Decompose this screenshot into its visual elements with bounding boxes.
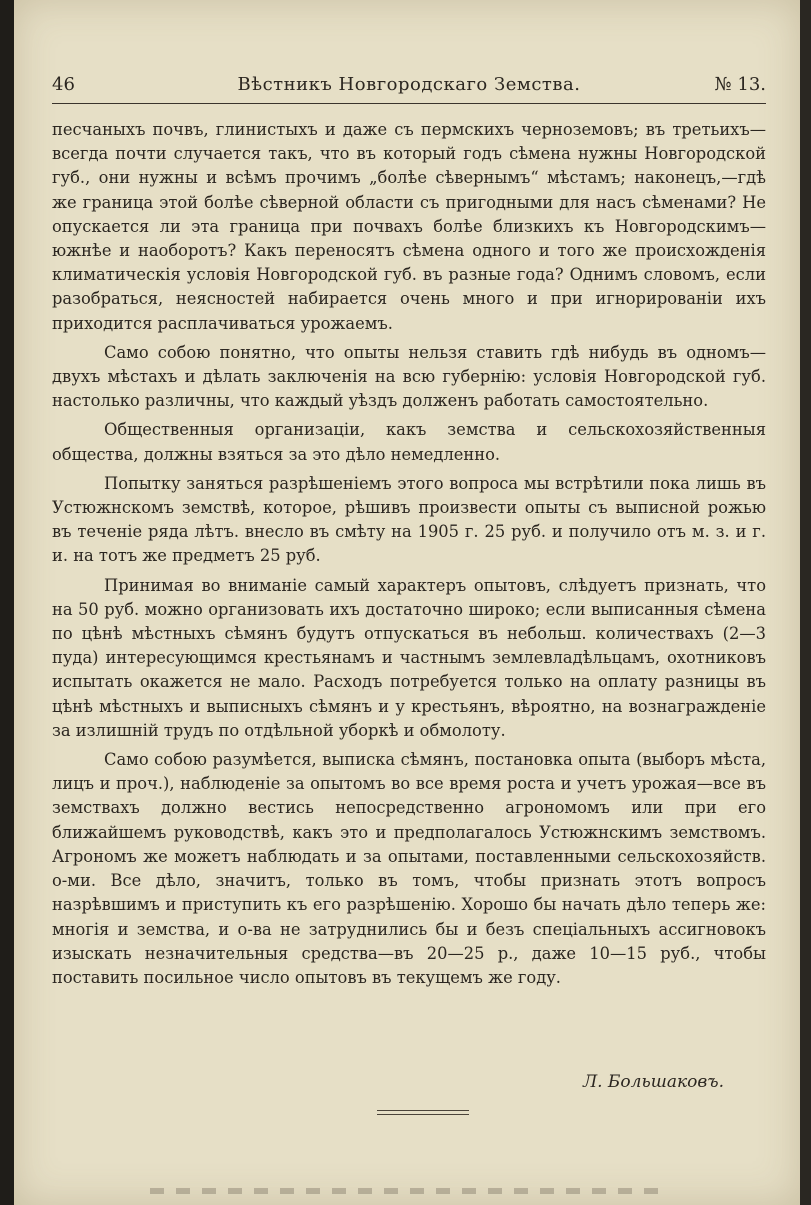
issue-number: № 13. (714, 74, 766, 95)
paragraph: песчаныхъ почвъ, глинистыхъ и даже съ пермскихъ черноземовъ; въ третьихъ—всегда почти случается такъ, что въ который годъ сѣмена нужны Новгородской губ., они нужны и всѣмъ прочимъ „болѣе сѣвернымъ“ мѣстамъ; наконецъ,—гдѣ же граница этой болѣе сѣверной области съ пригодными для насъ сѣменами? Не опускается ли эта граница при почвахъ болѣе близкихъ къ Новгородскимъ—южнѣе и наоборотъ? Какъ переносятъ сѣмена одного и того же происхожденія климатическія условія Новгородской губ. въ разные года? Однимъ словомъ, если разобраться, неясностей набирается очень много и при игнорированіи ихъ приходится расплачиваться урожаемъ. (52, 120, 766, 333)
journal-title: Вѣстникъ Новгородскаго Земства. (237, 74, 581, 95)
paragraph: Само собою понятно, что опыты нельзя ставить гдѣ нибудь въ одномъ—двухъ мѣстахъ и дѣлать заключенія на всю губернію: условія Новгородской губ. настолько различны, что каждый уѣздъ долженъ работать самостоятельно. (52, 342, 766, 411)
paragraph: Принимая во вниманіе самый характеръ опытовъ, слѣдуетъ признать, что на 50 руб. можно организовать ихъ достаточно широко; если выписанныя сѣмена по цѣнѣ мѣстныхъ сѣмянъ будутъ отпускаться въ небольш. количествахъ (2—3 пуда) интересующимся крестьянамъ и частнымъ землевладѣльцамъ, охотниковъ испытать окажется не мало. Расходъ потребуется только на оплату разницы въ цѣнѣ мѣстныхъ и выписныхъ сѣмянъ и у крестьянъ, вѣроятно, на вознагражденіе за излишній трудъ по отдѣльной уборкѣ и обмолоту. (52, 575, 766, 740)
scan-edge (800, 0, 811, 1205)
author-signature: Л. Большаковъ. (582, 1072, 724, 1092)
article-body (52, 118, 766, 995)
paragraph: Само собою разумѣется, выписка сѣмянъ, постановка опыта (выборъ мѣста, лицъ и проч.), наблюденіе за опытомъ во все время роста и учетъ урожая—все въ земствахъ должно вестись непосредственно агрономомъ или при его ближайшемъ руководствѣ, какъ это и предполагалось Устюжнскимъ земствомъ. Агрономъ же можетъ наблюдать и за опытами, поставленными сельскохозяйств. о-ми. Все дѣло, значитъ, только въ томъ, чтобы признать этотъ вопросъ назрѣвшимъ и приступить къ его разрѣшенію. Хорошо бы начать дѣло теперь же: многія и земства, и о-ва не затруднились бы и безъ спеціальныхъ ассигновокъ изыскать незначительныя средства—въ 20—25 р., даже 10—15 руб., чтобы поставить посильное число опытовъ въ текущемъ же году. (52, 750, 766, 987)
page-number: 46 (52, 74, 75, 95)
end-rule-top (377, 1110, 469, 1111)
header-rule (52, 103, 766, 104)
end-rule-bottom (377, 1114, 469, 1115)
bleed-through-marks (150, 1188, 670, 1194)
running-header (52, 74, 766, 100)
paragraph: Общественныя организаціи, какъ земства и сельскохозяйственныя общества, должны взяться за это дѣло немедленно. (52, 420, 766, 464)
paragraph: Попытку заняться разрѣшеніемъ этого вопроса мы встрѣтили пока лишь въ Устюжнскомъ земствѣ, которое, рѣшивъ произвести опыты съ выписной рожью въ теченіе ряда лѣтъ. внесло въ смѣту на 1905 г. 25 руб. и получило отъ м. з. и г. и. на тотъ же предметъ 25 руб. (52, 473, 766, 566)
